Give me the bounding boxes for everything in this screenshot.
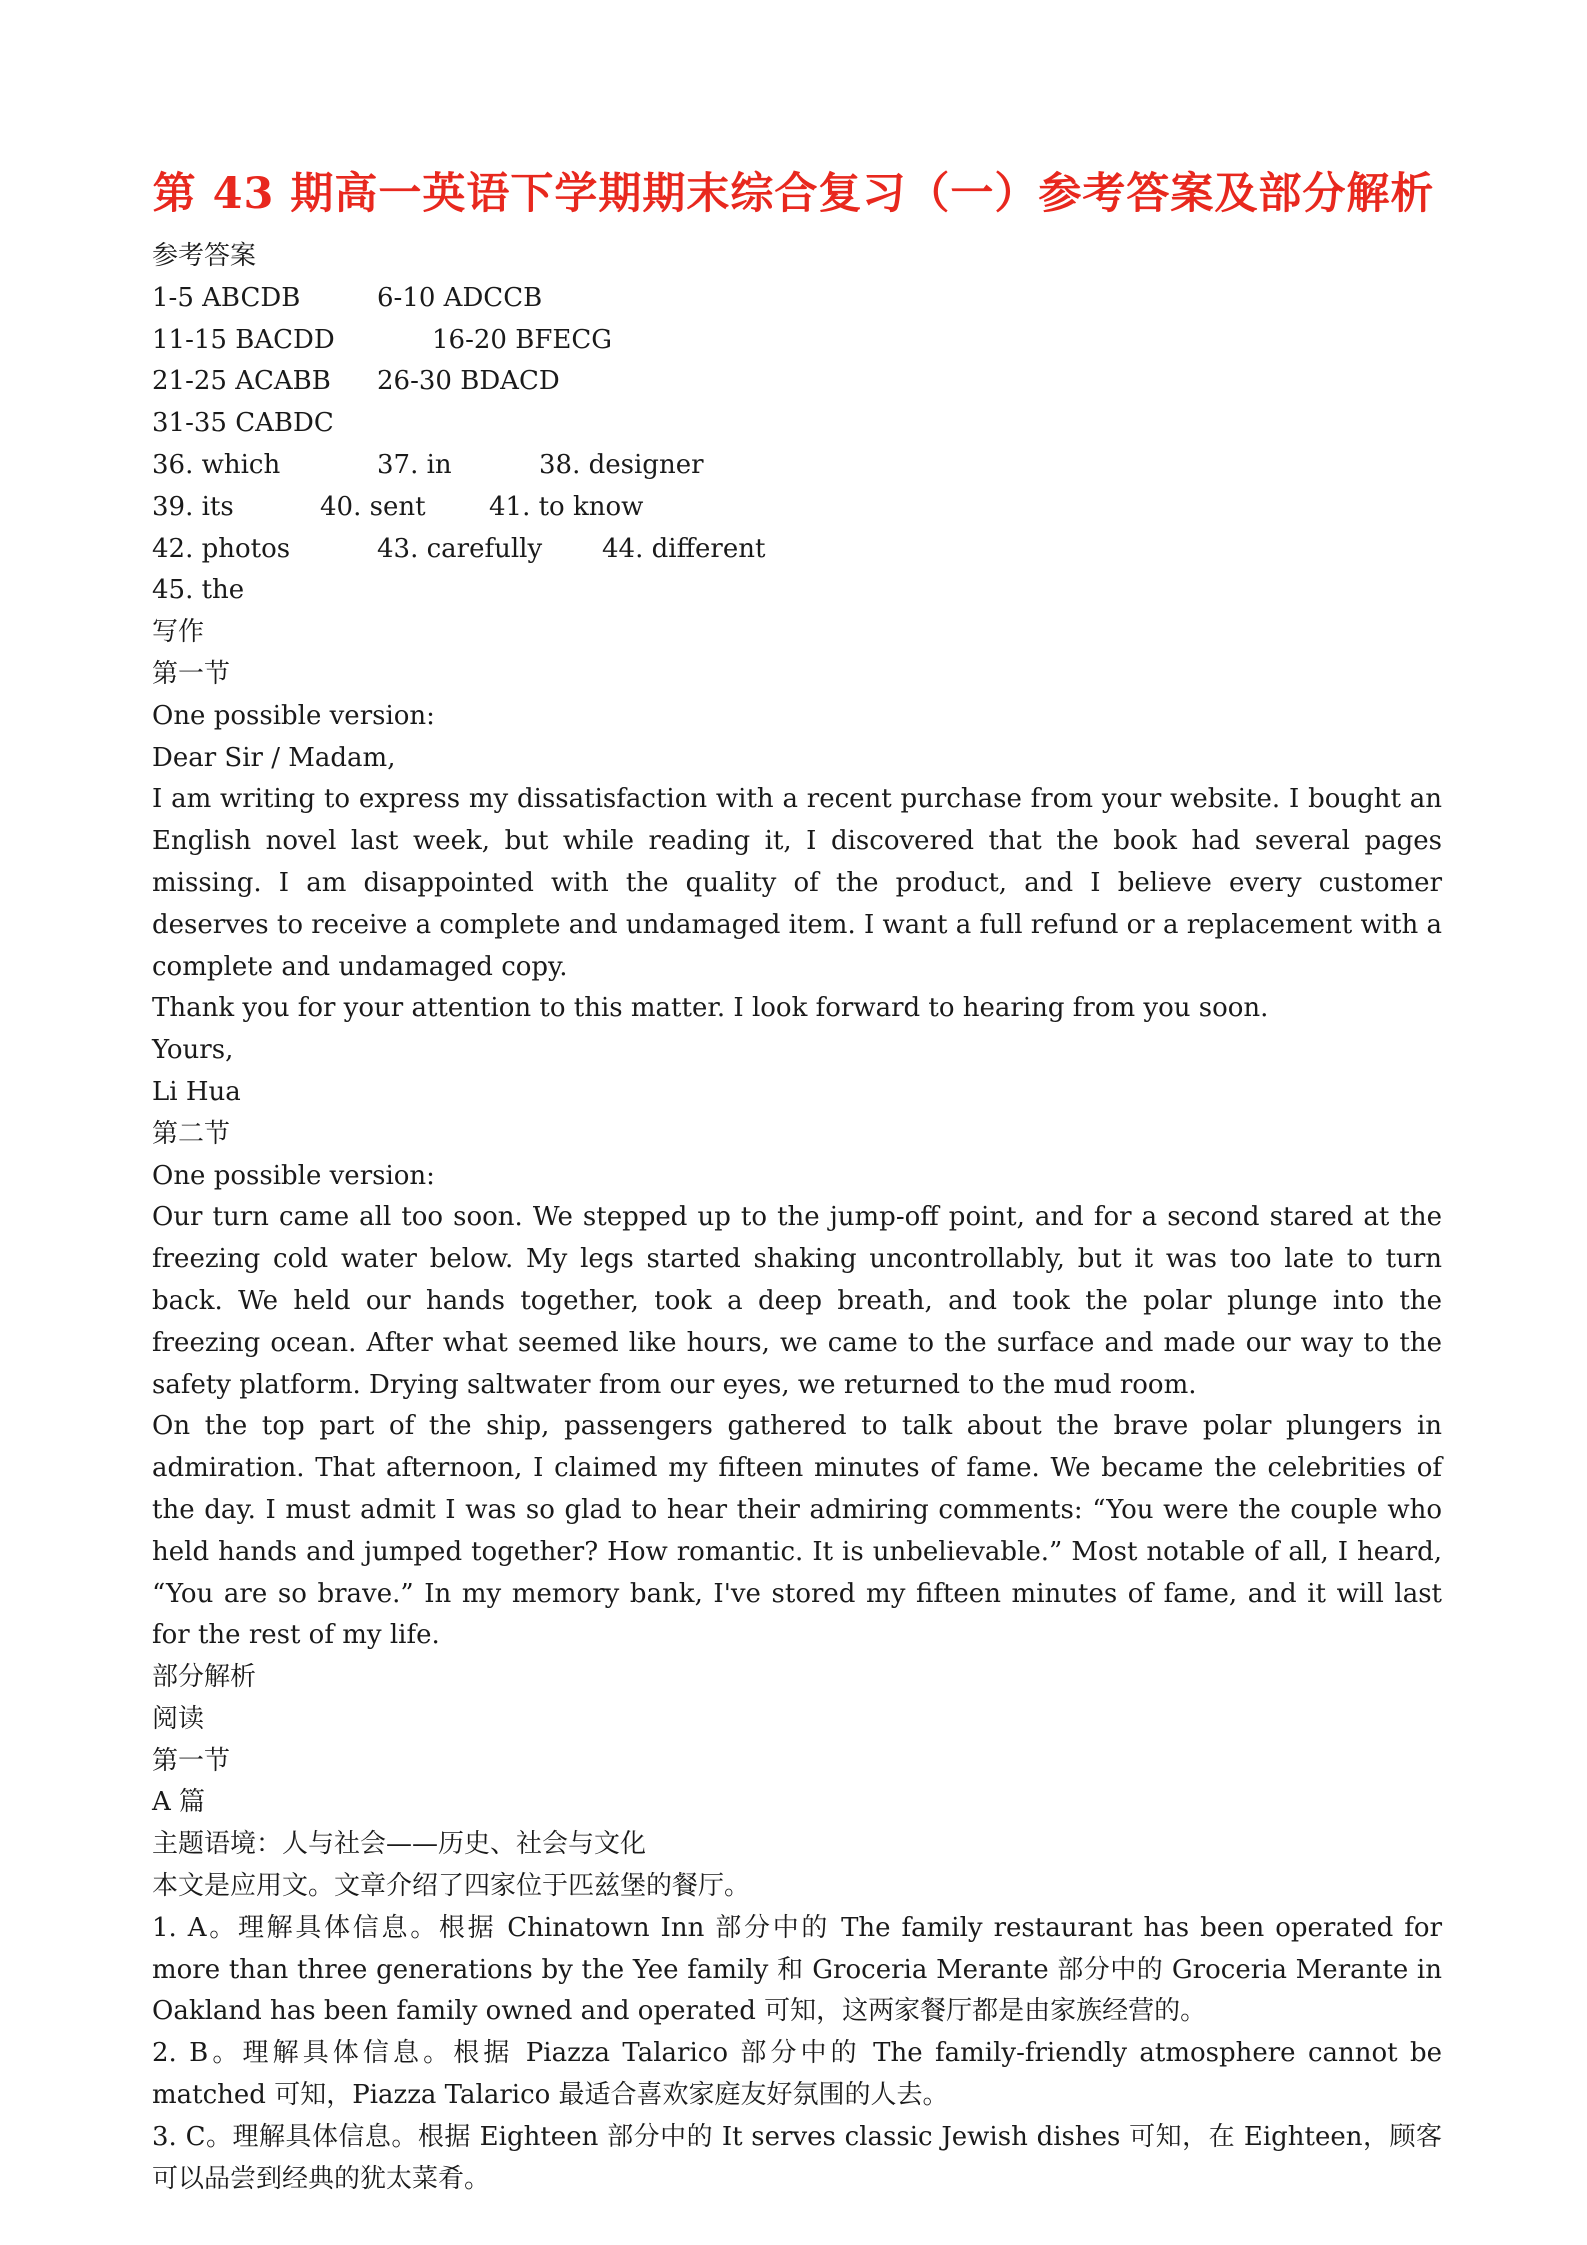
fill-answer: 40. sent bbox=[320, 491, 426, 522]
fill-row bbox=[152, 529, 1442, 571]
answer-group: 11-15 BACDD bbox=[152, 324, 335, 355]
answers-heading: 参考答案 bbox=[152, 241, 257, 271]
analysis-heading: 部分解析 bbox=[152, 1662, 257, 1693]
version-label: One possible version: bbox=[152, 1160, 435, 1191]
answer-row bbox=[152, 320, 1442, 362]
fill-answer: 44. different bbox=[602, 533, 766, 564]
theme-line: 主题语境：人与社会——历史、社会与文化 bbox=[152, 1829, 647, 1860]
section-heading: 第一节 bbox=[152, 1745, 231, 1776]
fill-answer: 41. to know bbox=[489, 491, 644, 522]
letter-closing: Yours, bbox=[152, 1035, 234, 1066]
answer-group: 16-20 BFECG bbox=[432, 324, 613, 355]
fill-row bbox=[152, 445, 1442, 487]
letter-signature: Li Hua bbox=[152, 1076, 241, 1107]
answer-group: 6-10 ADCCB bbox=[377, 282, 543, 313]
fill-answer: 45. the bbox=[152, 575, 245, 606]
answer-group: 26-30 BDACD bbox=[377, 366, 560, 397]
answer-row bbox=[152, 361, 1442, 403]
fill-answer: 36. which bbox=[152, 449, 281, 480]
section-heading: 第二节 bbox=[152, 1118, 231, 1149]
analysis-item: 1. A。理解具体信息。根据 Chinatown Inn 部分中的 The family restaurant has been operated for more than three generations by the Yee family 和 Groceria Merante 部分中的 Groceria Merante in Oakland has been family owned and operated 可知，这两家餐厅都是由家族经营的。 bbox=[152, 1912, 1442, 2027]
story-paragraph: Our turn came all too soon. We stepped up to the jump-off point, and for a second stared at the freezing cold water below. My legs started shaking uncontrollably, but it was too late to turn back. We held our hands together, took a deep breath, and took the polar plunge into the freezing ocean. After what seemed like hours, we came to the surface and made our way to the safety platform. Drying saltwater from our eyes, we returned to the mud room. bbox=[152, 1202, 1442, 1400]
fill-answer: 39. its bbox=[152, 491, 234, 522]
analysis-item: 2. B。理解具体信息。根据 Piazza Talarico 部分中的 The family-friendly atmosphere cannot be matched 可知，Piazza Talarico 最适合喜欢家庭友好氛围的人去。 bbox=[152, 2038, 1442, 2111]
answer-row bbox=[152, 278, 1442, 320]
answer-row bbox=[152, 403, 1442, 445]
document-title: 第 43 期高一英语下学期期末综合复习（一）参考答案及部分解析 bbox=[152, 169, 1435, 219]
answer-group: 31-35 CABDC bbox=[152, 408, 334, 439]
letter-body: I am writing to express my dissatisfaction with a recent purchase from your website. I bought an English novel last week, but while reading it, I discovered that the book had several pages missing. I am disappointed with the quality of the product, and I believe every customer deserves to receive a complete and undamaged item. I want a full refund or a replacement with a complete and undamaged copy. bbox=[152, 784, 1442, 982]
answer-group: 1-5 ABCDB bbox=[152, 282, 301, 313]
letter-thanks: Thank you for your attention to this matter. I look forward to hearing from you soon. bbox=[152, 993, 1269, 1024]
fill-row bbox=[152, 570, 1442, 612]
story-paragraph: On the top part of the ship, passengers gathered to talk about the brave polar plungers in admiration. That afternoon, I claimed my fifteen minutes of fame. We became the celebrities of the day. I must admit I was so glad to hear their admiring comments: “You were the couple who held hands and jumped together? How romantic. It is unbelievable.” Most notable of all, I heard, “You are so brave.” In my memory bank, I've stored my fifteen minutes of fame, and it will last for the rest of my life. bbox=[152, 1411, 1442, 1651]
version-label: One possible version: bbox=[152, 700, 435, 731]
document-body bbox=[152, 236, 1442, 2200]
fill-answer: 42. photos bbox=[152, 533, 291, 564]
reading-heading: 阅读 bbox=[152, 1703, 205, 1734]
analysis-item: 3. C。理解具体信息。根据 Eighteen 部分中的 It serves classic Jewish dishes 可知，在 Eighteen，顾客可以品尝到经典的犹太菜肴。 bbox=[152, 2121, 1442, 2194]
fill-answer: 38. designer bbox=[539, 449, 704, 480]
fill-answer: 43. carefully bbox=[377, 533, 543, 564]
section-heading: 第一节 bbox=[152, 658, 231, 689]
letter-greeting: Dear Sir / Madam, bbox=[152, 742, 396, 773]
fill-answer: 37. in bbox=[377, 449, 452, 480]
fill-row bbox=[152, 487, 1442, 529]
answer-group: 21-25 ACABB bbox=[152, 366, 331, 397]
summary-line: 本文是应用文。文章介绍了四家位于匹兹堡的餐厅。 bbox=[152, 1871, 751, 1902]
passage-heading: A 篇 bbox=[152, 1787, 206, 1818]
writing-heading: 写作 bbox=[152, 617, 205, 648]
